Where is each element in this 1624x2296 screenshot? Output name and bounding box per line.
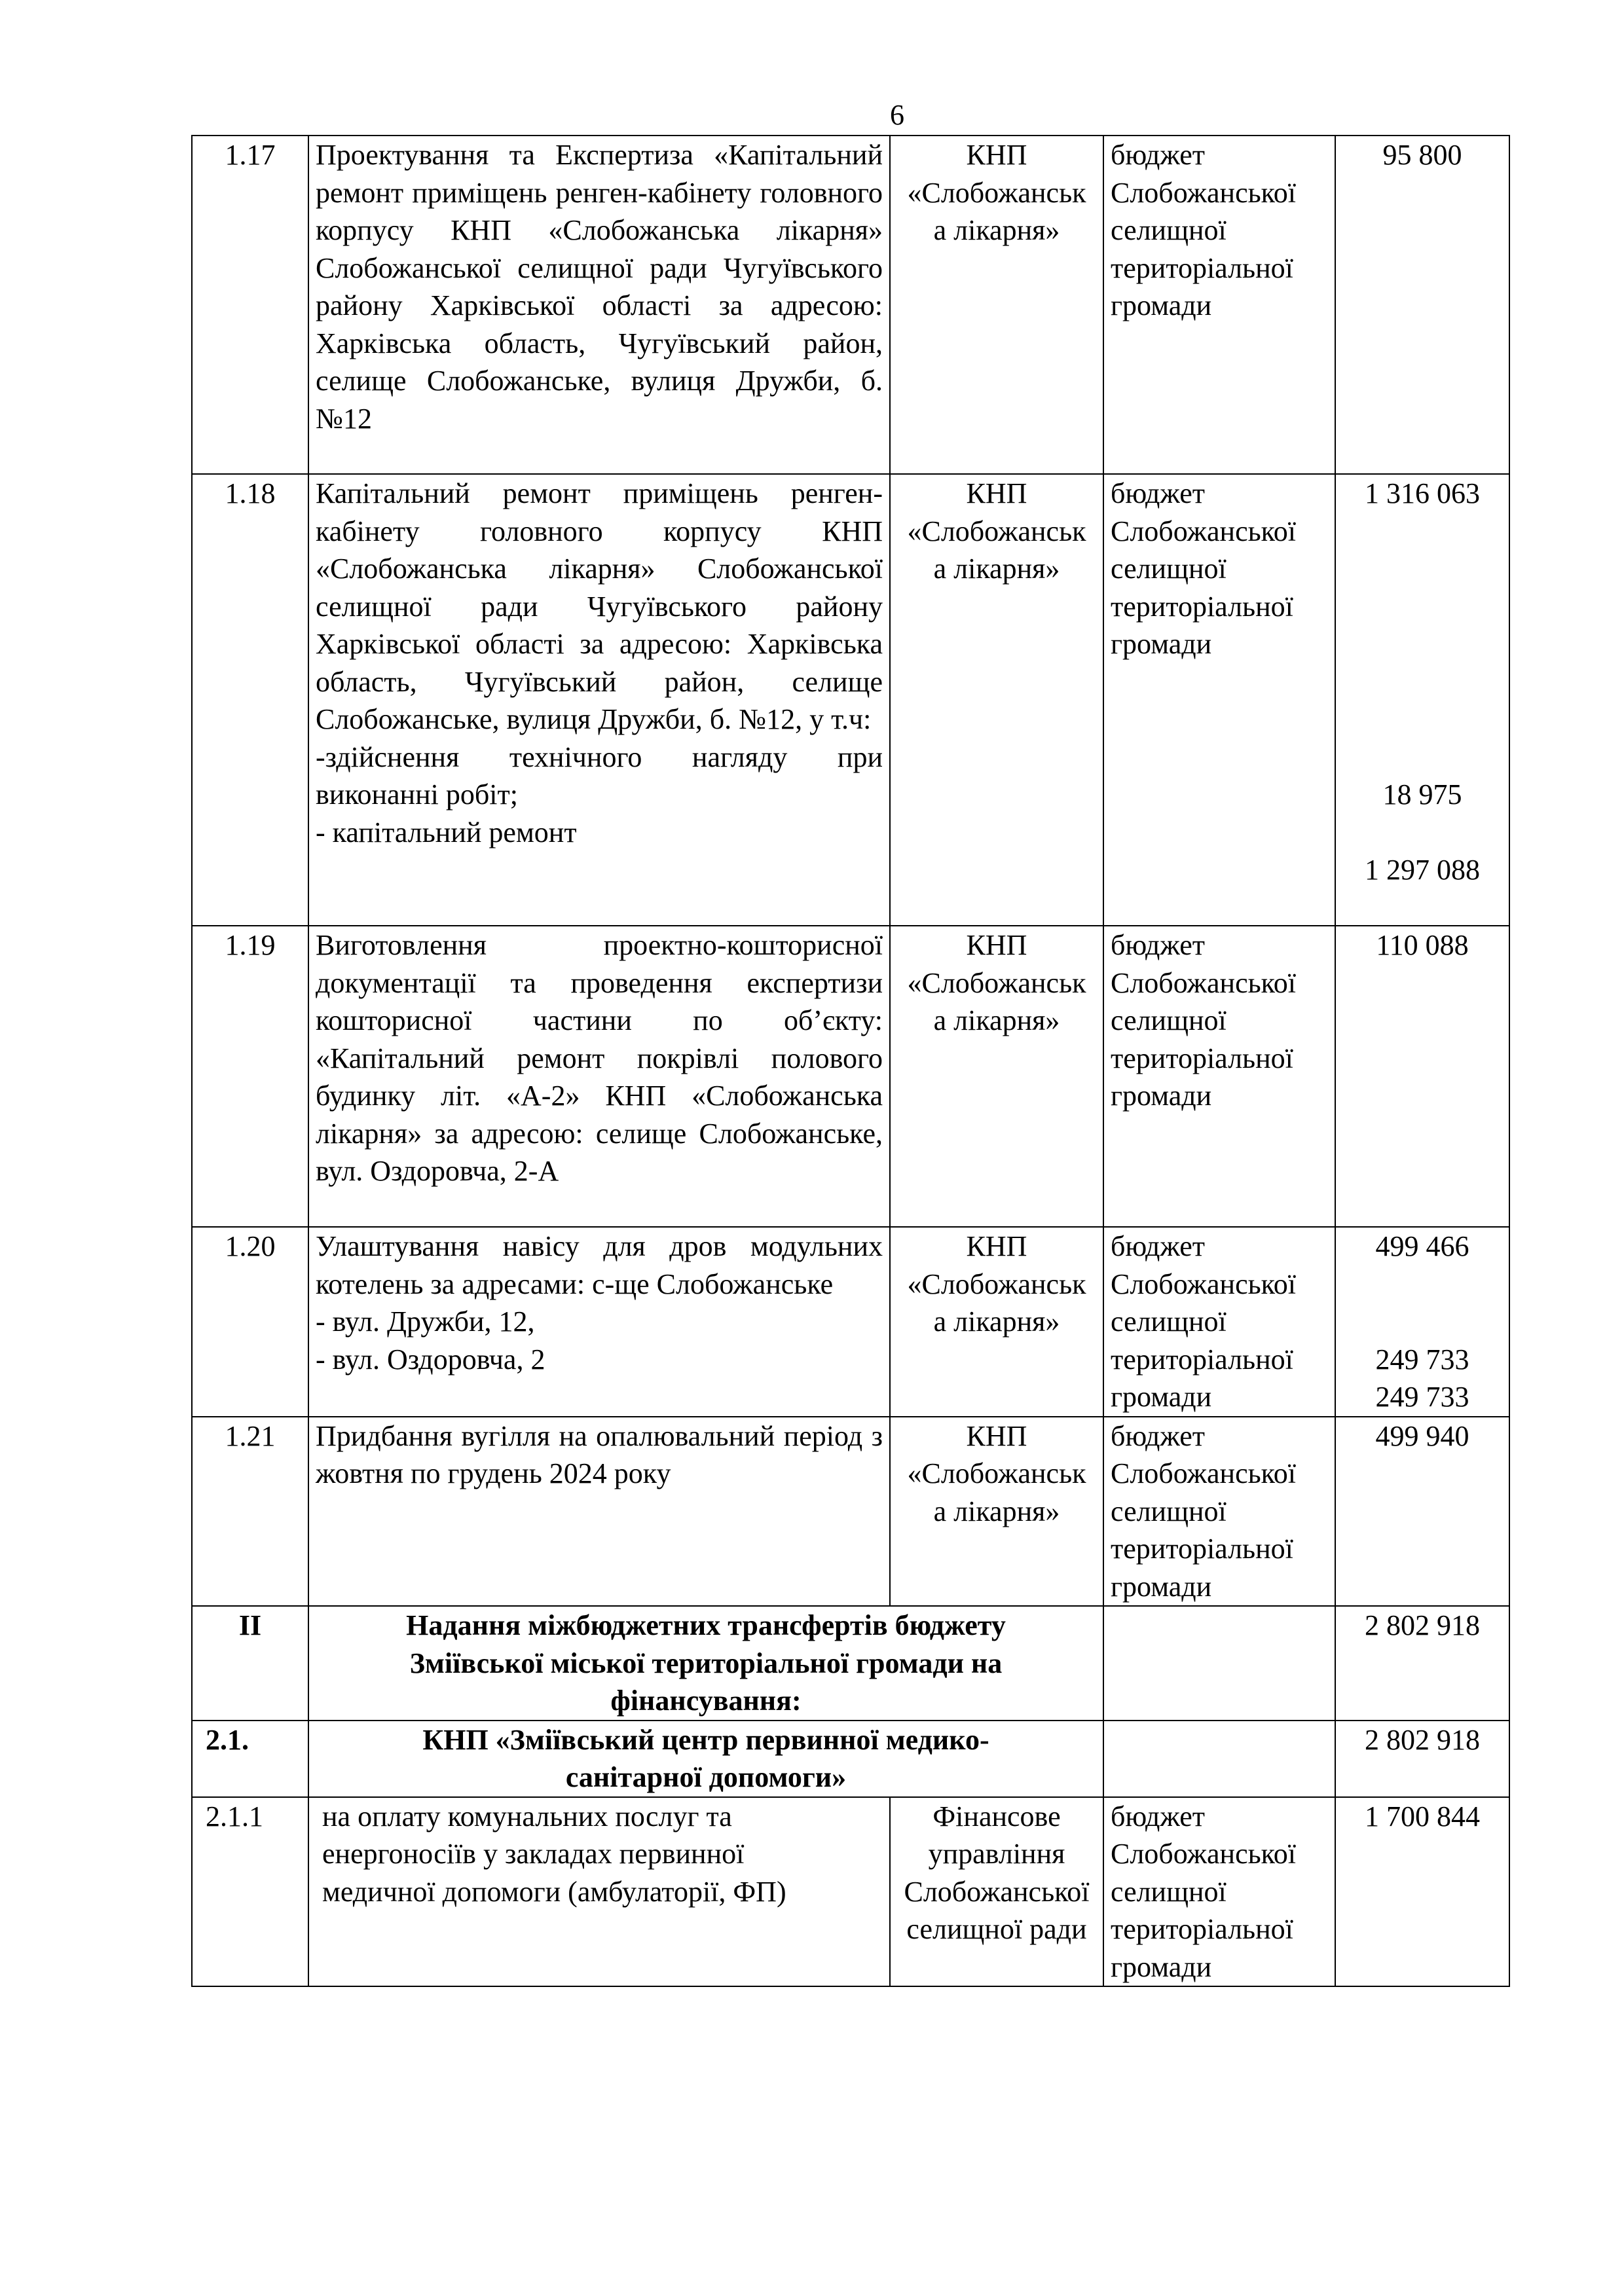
- amount: 1 700 844: [1335, 1797, 1509, 1987]
- responsible-line: «Слобожанськ: [907, 966, 1086, 999]
- row-number: 1.21: [192, 1417, 308, 1607]
- responsible-line: Фінансове: [932, 1800, 1061, 1832]
- table-row: [192, 1797, 1509, 1987]
- sub-item: - капітальний ремонт: [316, 816, 577, 848]
- funding-source-line: громади: [1111, 628, 1212, 660]
- row-number: 1.19: [192, 926, 308, 1227]
- table-row: [192, 1227, 1509, 1417]
- responsible-line: селищної ради: [906, 1913, 1087, 1945]
- empty-cell: [1103, 1721, 1335, 1797]
- funding-source-line: Слобожанської: [1111, 1838, 1297, 1870]
- funding-source-line: територіальної: [1111, 590, 1293, 623]
- funding-source-line: бюджет: [1111, 477, 1205, 509]
- funding-source-line: громади: [1111, 1381, 1212, 1413]
- row-number: 1.18: [192, 474, 308, 926]
- budget-table: [191, 135, 1510, 1987]
- sub-amount: 249 733: [1375, 1381, 1469, 1413]
- table-row: [192, 1417, 1509, 1607]
- funding-source-line: бюджет: [1111, 929, 1205, 961]
- funding-source-line: громади: [1111, 1570, 1212, 1603]
- amount: 95 800: [1335, 136, 1509, 474]
- row-number: 2.1.1: [192, 1797, 308, 1987]
- funding-source-line: бюджет: [1111, 1419, 1205, 1452]
- funding-source-line: територіальної: [1111, 1913, 1293, 1945]
- section-title-line: фінансування:: [610, 1685, 802, 1717]
- responsible-line: а лікарня»: [933, 553, 1060, 585]
- row-number: 1.20: [192, 1227, 308, 1417]
- section-row: [192, 1606, 1509, 1721]
- responsible-line: а лікарня»: [933, 1305, 1060, 1338]
- funding-source-line: територіальної: [1111, 251, 1293, 284]
- funding-source-line: селищної: [1111, 553, 1227, 585]
- funding-source-line: територіальної: [1111, 1533, 1293, 1565]
- funding-source-line: селищної: [1111, 1004, 1227, 1036]
- funding-source-line: Слобожанської: [1111, 515, 1297, 547]
- funding-source-line: територіальної: [1111, 1042, 1293, 1074]
- funding-source-line: бюджет: [1111, 139, 1205, 171]
- table-row: [192, 136, 1509, 474]
- amount: 499 940: [1335, 1417, 1509, 1607]
- row-description: Проектування та Експертиза «Капітальний ремонт приміщень ренген-кабінету головного корпусу КНП «Слобожанська лікарня» Слобожанської селищної ради Чугуївського району Харківської області за адресою: Харківська область, Чугуївський район, селище Слобожанське, вулиця Дружби, б. №12: [308, 136, 890, 474]
- funding-source-cell: [1103, 926, 1335, 1227]
- table-row: [192, 926, 1509, 1227]
- funding-source-line: територіальної: [1111, 1343, 1293, 1376]
- sub-item: - вул. Дружби, 12,: [316, 1305, 535, 1338]
- row-description: Капітальний ремонт приміщень ренген-кабінету головного корпусу КНП «Слобожанська лікарня» Слобожанської селищної ради Чугуївського району Харківської області за адресою: Харківська область, Чугуївський район, селище Слобожанське, вулиця Дружби, б. №12, у т.ч:: [316, 477, 883, 735]
- responsible-line: а лікарня»: [933, 1495, 1060, 1527]
- subsection-row: [192, 1721, 1509, 1797]
- row-description-cell: [308, 1797, 890, 1987]
- funding-source-cell: [1103, 474, 1335, 926]
- funding-source-line: селищної: [1111, 1495, 1227, 1527]
- funding-source-line: Слобожанської: [1111, 1267, 1297, 1300]
- funding-source-line: бюджет: [1111, 1800, 1205, 1832]
- responsible-cell: [890, 1227, 1103, 1417]
- funding-source-line: Слобожанської: [1111, 176, 1297, 209]
- responsible-line: «Слобожанськ: [907, 176, 1086, 209]
- responsible-line: КНП: [966, 1419, 1027, 1452]
- subsection-title-line: санітарної допомоги»: [565, 1761, 847, 1793]
- funding-source-line: селищної: [1111, 214, 1227, 246]
- funding-source-cell: [1103, 1797, 1335, 1987]
- amount-cell: [1335, 474, 1509, 926]
- responsible-line: КНП: [966, 1230, 1027, 1262]
- subsection-title-line: КНП «Зміївський центр первинної медико-: [422, 1723, 989, 1756]
- section-amount: 2 802 918: [1335, 1606, 1509, 1721]
- responsible-line: КНП: [966, 477, 1027, 509]
- responsible-cell: [890, 1797, 1103, 1987]
- responsible-line: управління: [928, 1838, 1065, 1870]
- row-description: Улаштування навісу для дров модульних котелень за адресами: с-ще Слобожанське: [316, 1230, 883, 1300]
- responsible-line: «Слобожанськ: [907, 1267, 1086, 1300]
- funding-source-cell: [1103, 136, 1335, 474]
- sub-item: - вул. Оздоровча, 2: [316, 1343, 545, 1376]
- responsible-line: КНП: [966, 929, 1027, 961]
- row-description-line: енергоносіїв у закладах первинної: [322, 1838, 745, 1870]
- amount: 499 466: [1375, 1230, 1469, 1262]
- responsible-line: а лікарня»: [933, 214, 1060, 246]
- responsible-cell: [890, 1417, 1103, 1607]
- responsible-cell: [890, 474, 1103, 926]
- funding-source-line: громади: [1111, 289, 1212, 321]
- row-description-cell: [308, 1227, 890, 1417]
- amount: 1 316 063: [1365, 477, 1480, 509]
- responsible-line: «Слобожанськ: [907, 515, 1086, 547]
- responsible-line: Слобожанської: [904, 1875, 1090, 1908]
- subsection-amount: 2 802 918: [1335, 1721, 1509, 1797]
- funding-source-line: Слобожанської: [1111, 966, 1297, 999]
- sub-item: -здійснення технічного нагляду при виконанні робіт;: [316, 740, 883, 811]
- funding-source-line: бюджет: [1111, 1230, 1205, 1262]
- funding-source-cell: [1103, 1227, 1335, 1417]
- sub-amount: 249 733: [1375, 1343, 1469, 1376]
- page-number: 6: [890, 99, 904, 131]
- section-title-line: Зміївської міської територіальної громади на: [409, 1647, 1003, 1679]
- row-description-cell: [308, 474, 890, 926]
- row-description: Придбання вугілля на опалювальний період з жовтня по грудень 2024 року: [308, 1417, 890, 1607]
- sub-amount: 18 975: [1382, 778, 1462, 811]
- subsection-number: 2.1.: [192, 1721, 308, 1797]
- empty-cell: [1103, 1606, 1335, 1721]
- sub-amount: 1 297 088: [1365, 854, 1480, 886]
- responsible-line: а лікарня»: [933, 1004, 1060, 1036]
- responsible-line: «Слобожанськ: [907, 1457, 1086, 1489]
- amount: 110 088: [1335, 926, 1509, 1227]
- funding-source-line: селищної: [1111, 1875, 1227, 1908]
- funding-source-line: громади: [1111, 1080, 1212, 1112]
- funding-source-cell: [1103, 1417, 1335, 1607]
- table-row: [192, 474, 1509, 926]
- section-title: [308, 1606, 1103, 1721]
- section-title-line: Надання міжбюджетних трансфертів бюджету: [406, 1609, 1006, 1641]
- funding-source-line: громади: [1111, 1950, 1212, 1983]
- row-description: Виготовлення проектно-кошторисної документації та проведення експертизи кошторисної частини по об’єкту: «Капітальний ремонт покрівлі полового будинку літ. «А-2» КНП «Слобожанська лікарня» за адресою: селище Слобожанське, вул. Оздоровча, 2-А: [308, 926, 890, 1227]
- responsible-cell: [890, 926, 1103, 1227]
- responsible-cell: [890, 136, 1103, 474]
- row-description-line: медичної допомоги (амбулаторії, ФП): [322, 1875, 786, 1908]
- funding-source-line: Слобожанської: [1111, 1457, 1297, 1489]
- row-description-line: на оплату комунальних послуг та: [322, 1800, 732, 1832]
- section-number: ІІ: [192, 1606, 308, 1721]
- subsection-title: [308, 1721, 1103, 1797]
- funding-source-line: селищної: [1111, 1305, 1227, 1338]
- row-number: 1.17: [192, 136, 308, 474]
- amount-cell: [1335, 1227, 1509, 1417]
- responsible-line: КНП: [966, 139, 1027, 171]
